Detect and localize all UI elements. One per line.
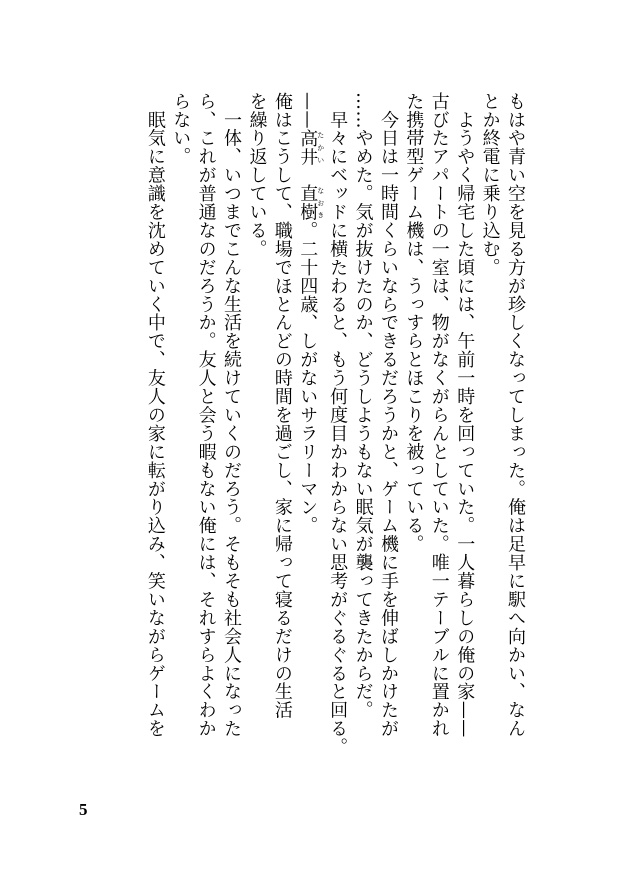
ruby-base-surname: 高井 — [297, 128, 319, 166]
name-space — [297, 166, 318, 184]
ruby-reading-given-name: なおき — [316, 184, 325, 222]
text-line: 俺はこうして、職場でほとんどの時間を過ごし、家に帰って寝るだけの生活 — [271, 92, 293, 720]
text-line: らない。 — [170, 92, 192, 166]
text-line-with-ruby — [295, 92, 325, 792]
text-line: 一体、いつまでこんな生活を続けていくのだろう。そもそも社会人になった — [221, 92, 243, 738]
text-line: 今日は一時間くらいならできるだろうかと、ゲーム機に手を伸ばしかけたが — [377, 92, 399, 738]
page-number: 5 — [79, 800, 88, 819]
line-remainder: 。二十四歳、しがないサラリーマン。 — [297, 221, 319, 535]
ruby-given-name — [297, 184, 325, 222]
ruby-reading-surname: たかい — [316, 128, 325, 166]
text-line: 眠気に意識を沈めていく中で、友人の家に転がり込み、笑いながらゲームを — [144, 92, 166, 738]
text-line: 早々にベッドに横たわると、もう何度目かわからない思考がぐるぐると回る。 — [327, 92, 349, 757]
ruby-base-given-name: 直樹 — [297, 184, 319, 222]
text-line: 古びたアパートの一室は、物がなくがらんとしていた。唯一テーブルに置かれ — [428, 92, 450, 738]
text-line: ……やめた。気が抜けたのか、どうしようもない眠気が襲ってきたからだ。 — [352, 92, 374, 720]
text-line: とか終電に乗り込む。 — [479, 92, 501, 277]
ruby-surname — [297, 128, 325, 166]
text-line: ようやく帰宅した頃には、午前一時を回っていた。一人暮らしの俺の家—— — [454, 92, 476, 738]
text-line: を繰り返している。 — [246, 92, 268, 259]
text-line: ら、これが普通なのだろうか。友人と会う暇もない俺には、それすらよくわか — [195, 92, 217, 738]
text-line: もはや青い空を見る方が珍しくなってしまった。俺は足早に駅へ向かい、なん — [505, 92, 526, 738]
body-text — [142, 92, 528, 792]
dash: —— — [297, 92, 319, 129]
text-line: た携帯型ゲーム機は、うっすらとほこりを被っている。 — [403, 92, 425, 554]
